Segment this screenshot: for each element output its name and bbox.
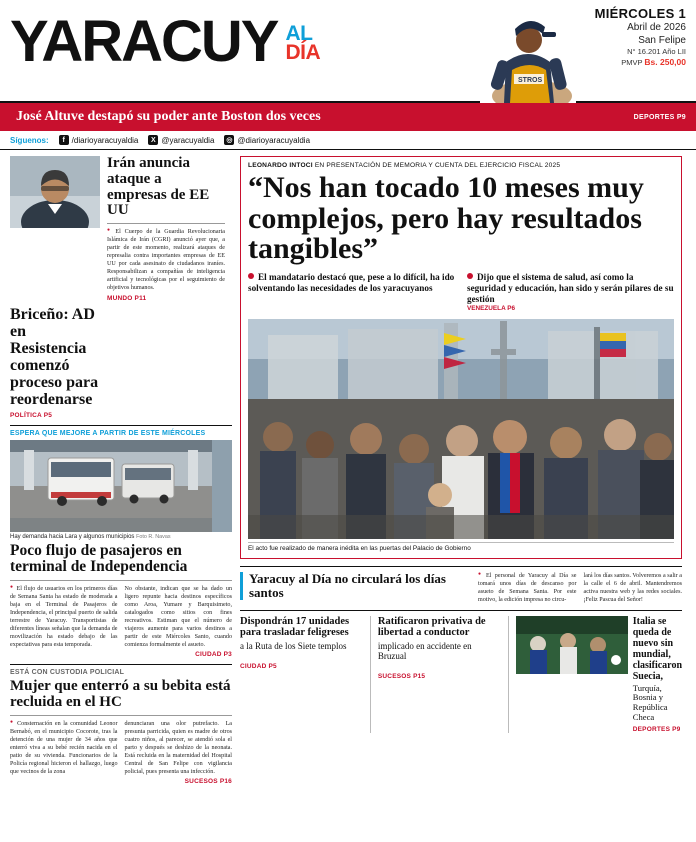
logo-sub-text <box>285 24 320 63</box>
custodia-body-col1: ● Consternación en la comunidad Leonor Bernabó, en el municipio Cocorote, tras la detención de una mujer de 34 años que enterró viva a su bebé recién nacida en el patio de su vivienda. Funcionarios de la Policía regional hicieron el hallazgo, luego que vecinos de la zona <box>10 720 118 776</box>
left-column <box>10 156 232 842</box>
brief-deportes-section: DEPORTES P9 <box>632 726 681 734</box>
bottom-briefs <box>240 610 682 734</box>
notice-title-wrap <box>240 572 470 604</box>
masthead-issue: N° 16.201 Año LII <box>627 47 686 57</box>
iran-article <box>107 156 225 302</box>
custodia-body-col2: denunciaran una olor putrefacto. La presunta parricida, quien es madre de otros cuatro niños, al parecer, se atendió sola el parto y después se deshizo de la neonata. Está recluida en la maternidad del Hospital Central de San Felipe con vigilancia policial, pues presenta una infección. <box>124 720 232 776</box>
main-story <box>240 156 682 559</box>
price-value: Bs. 250,00 <box>644 56 686 67</box>
main-story-section: VENEZUELA P6 <box>467 304 516 312</box>
logo-main-text: YARACUY <box>10 9 278 74</box>
main-story-kicker-name: LEONARDO INTOCI <box>248 162 313 169</box>
right-column <box>240 156 682 842</box>
main-story-sub-left-text: El mandatario destacó que, pese a lo difícil, ha ido solventando las necesidades de los yaracuyanos <box>248 271 455 293</box>
main-story-headline: “Nos han tocado 10 meses muy complejos, pero hay resultados tangibles” <box>248 171 644 266</box>
brief-deportes-title: Italia se queda de nuevo sin mundial, clasificaron Suecia, <box>632 615 683 682</box>
brief-ciudad-sub: a la Ruta de los Siete templos <box>240 640 347 651</box>
terminal-headline: Poco flujo de pasajeros en terminal de Independencia <box>10 541 188 576</box>
custodia-section: SUCESOS P16 <box>184 778 232 786</box>
instagram-handle: @diarioyaracuyaldia <box>237 135 311 145</box>
iran-body: ● El Cuerpo de la Guardia Revolucionaria Islámica de Irán (CGRI) anunció ayer que, a partir de este momento, realizará ataques de represalia contra importantes empresas de EE UU por cada asesinato de ciudadanos iraníes. Responsabilizan a compañías de inteligencia artificial y tecnológicas por el seguimiento de objetivos humanos. <box>107 228 225 292</box>
newspaper-logo <box>10 6 321 74</box>
social-bar <box>0 131 696 150</box>
masthead-date-block <box>595 6 686 67</box>
main-story-kicker <box>248 162 674 169</box>
masthead-city: San Felipe <box>638 34 686 46</box>
brief-deportes <box>516 616 682 734</box>
social-link-x[interactable] <box>148 135 214 145</box>
masthead <box>0 0 696 103</box>
brief-sucesos-title: Ratificaron privativa de libertad a conductor <box>377 615 486 639</box>
brief-deportes-sub: Turquía, Bosnia y República Checa <box>632 682 668 722</box>
sports-banner-headline: José Altuve destapó su poder ante Boston dos veces <box>16 109 321 124</box>
facebook-handle: /diarioyaracuyaldia <box>71 135 139 145</box>
briceno-article <box>10 307 105 419</box>
main-story-sub-right-text: Dijo que el sistema de salud, así como la seguridad y educación, han sido y serán pilares de su gestión <box>467 271 674 304</box>
terminal-caption <box>10 534 232 540</box>
bullet-dot-icon-2 <box>467 273 473 279</box>
terminal-body-col2: No obstante, indican que se ha dado un ligero repunte hacia destinos específicos como Aroa, Yumare y Barquisimeto, catalogados como sitios con fines recreativos. Estiman que el número de viajeros aumente para varios destinos a partir de este Miércoles Santo, cuando comienza formalmente el asueto. <box>124 585 232 649</box>
briceno-photo <box>10 156 100 228</box>
notice-col2: lará los días santos. Volveremos a salir a la calle el 6 de abril. Mantendremos activa nuestra web y las redes sociales. ¡Feliz Pascua del Señor! <box>583 572 682 603</box>
brief-ciudad-section: CIUDAD P5 <box>240 662 277 670</box>
logo-sub-dia: DÍA <box>285 41 321 65</box>
masthead-price <box>595 57 686 68</box>
social-link-instagram[interactable] <box>224 135 310 145</box>
baseball-player-photo <box>480 0 576 103</box>
price-label: PMVP <box>621 57 643 67</box>
terminal-body <box>10 585 232 649</box>
social-link-facebook[interactable] <box>59 135 139 145</box>
notice-title: Yaracuy al Día no circulará los días santos <box>240 572 470 601</box>
terminal-caption-credit: Foto R. Navas <box>136 533 171 540</box>
brief-ciudad-title: Dispondrán 17 unidades para trasladar feligreses <box>240 615 350 639</box>
main-story-photo-caption: El acto fue realizado de manera inédita en las puertas del Palacio de Gobierno <box>248 542 674 552</box>
main-story-sub-left <box>248 272 455 313</box>
terminal-kicker: ESPERA QUE MEJORE A PARTIR DE ESTE MIÉRCOLES <box>10 429 206 437</box>
notice-block <box>240 566 682 604</box>
custodia-body <box>10 720 232 776</box>
facebook-icon: f <box>59 135 69 145</box>
bullet-dot-icon <box>248 273 254 279</box>
iran-section: MUNDO P11 <box>107 295 147 303</box>
main-story-sub-right <box>467 272 674 313</box>
iran-headline: Irán anuncia ataque a empresas de EE UU <box>107 155 210 219</box>
masthead-date: Abril de 2026 <box>627 22 686 34</box>
main-story-kicker-rest: EN PRESENTACIÓN DE MEMORIA Y CUENTA DEL EJERCICIO FISCAL 2025 <box>312 162 561 169</box>
sports-banner <box>0 103 696 131</box>
main-story-photo <box>248 319 674 539</box>
brief-sucesos-section: SUCESOS P15 <box>377 672 426 680</box>
brief-ciudad <box>240 616 363 734</box>
custodia-headline: Mujer que enterró a su bebita está recluida en el HC <box>10 678 231 710</box>
x-twitter-icon: X <box>148 135 158 145</box>
terminal-section: CIUDAD P3 <box>195 651 232 659</box>
instagram-icon: ◎ <box>226 137 233 144</box>
page-content <box>0 150 696 842</box>
brief-sucesos <box>378 616 501 734</box>
terminal-photo <box>10 440 232 532</box>
football-photo <box>516 616 628 674</box>
main-story-subheads <box>248 272 674 313</box>
svg-text:STROS: STROS <box>518 77 543 84</box>
notice-col1: ● El personal de Yaracuy al Día se tomará unos días de descanso por asueto de Semana Santa. Por este motivo, la edición impresa no circu- <box>478 572 577 604</box>
left-top-row <box>10 156 232 302</box>
terminal-body-col1: ● El flujo de usuarios en los primeros días de Semana Santa ha estado de moderada a baja en el Terminal de Pasajeros de Independencia, el principal puerto de salida terrestre de Yaracuy. Transportistas de diferentes líneas señalan que la demanda de movilización ha estado debajo de las expectativas para esta temporada. <box>10 585 118 649</box>
custodia-kicker: ESTÁ CON CUSTODIA POLICIAL <box>10 669 125 677</box>
masthead-day: MIÉRCOLES 1 <box>594 6 686 21</box>
briceno-headline: Briceño: AD en Resistencia comenzó proceso para reordenarse <box>10 306 99 409</box>
notice-body <box>478 572 682 604</box>
terminal-caption-text: Hay demanda hacia Lara y algunos municipios <box>10 533 135 540</box>
logo-sub-al: AL <box>285 22 313 45</box>
sports-banner-section: DEPORTES P9 <box>633 113 686 121</box>
follow-label: Síguenos: <box>10 135 49 145</box>
x-handle: @yaracuyaldia <box>161 135 215 145</box>
briceno-section: POLÍTICA P5 <box>10 411 53 419</box>
brief-sucesos-sub: implicado en accidente en Bruzual <box>377 640 472 661</box>
